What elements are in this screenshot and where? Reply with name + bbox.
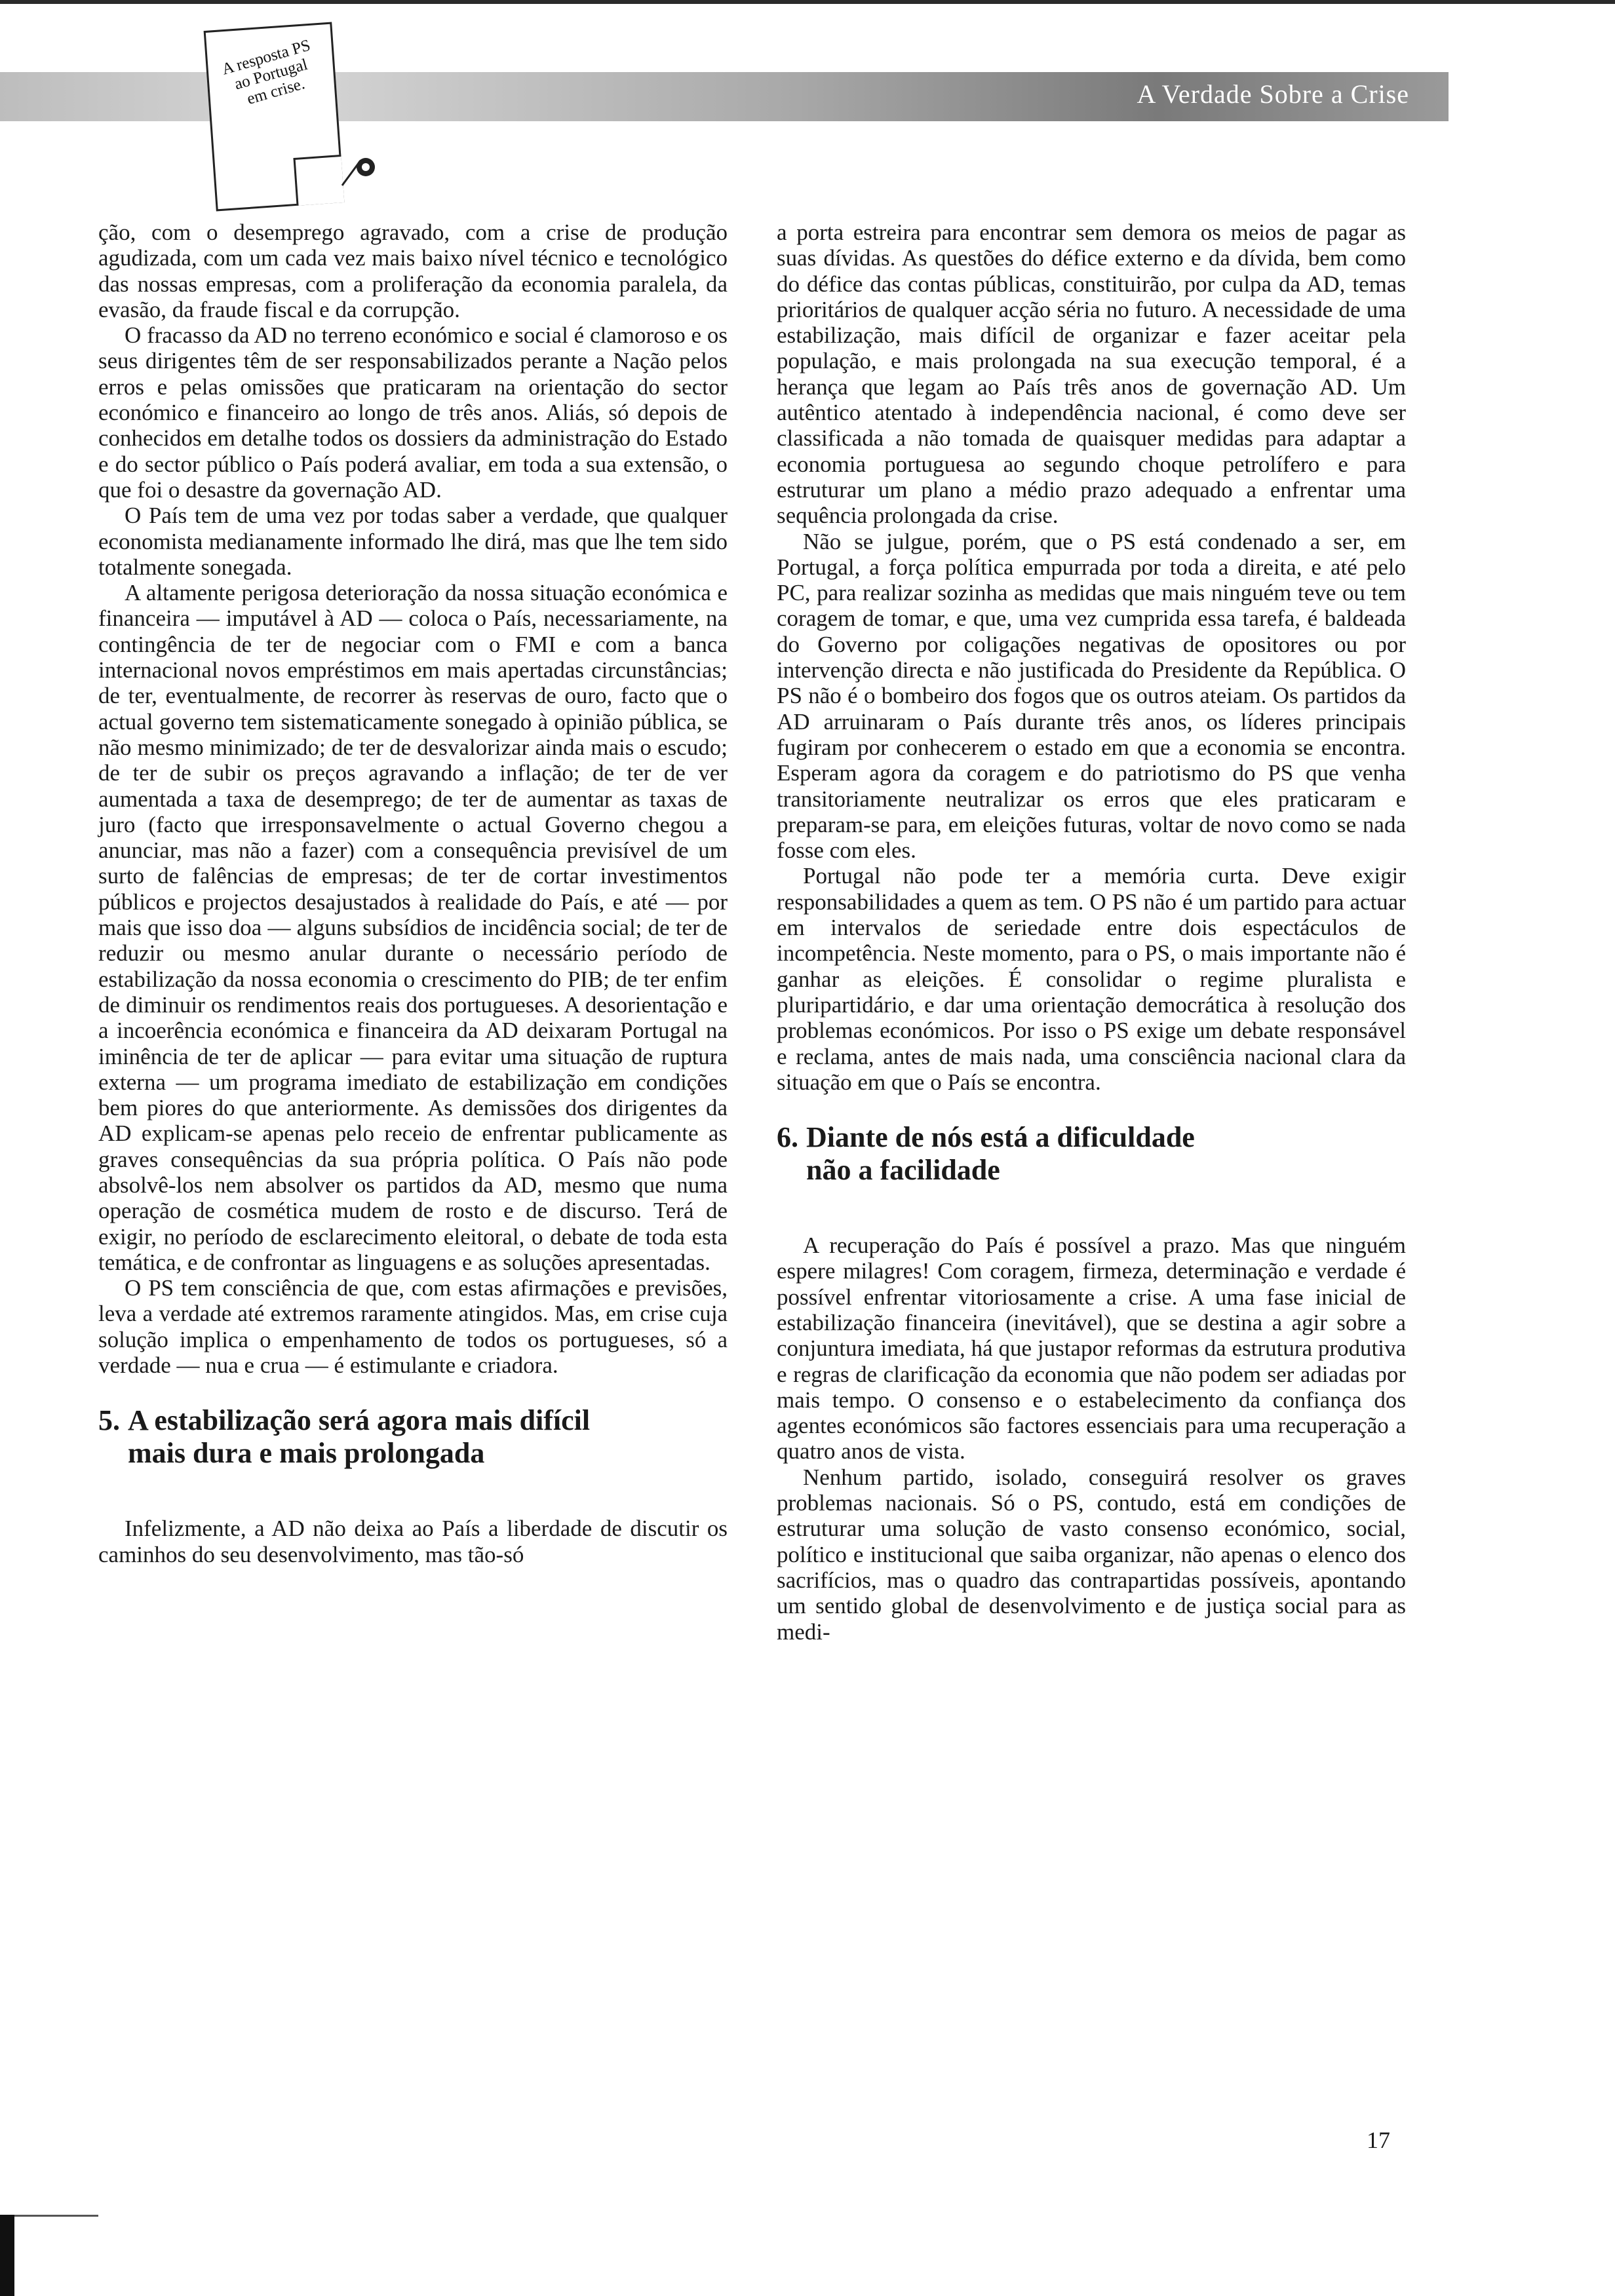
paragraph: A altamente perigosa deterioração da nossa situação económica e financeira — imputável à AD — coloca o País, necessariamente, na contingência de ter de negociar com o FMI e com a banca internacional novos empréstimos em mais apertadas circunstâncias; de ter, eventualmente, de recorrer às reservas de ouro, facto que o actual governo tem sistematicamente sonegado à opinião pública, se não mesmo minimizado; de ter de desvalorizar ainda mais o escudo; de ter de subir os preços agravando a inflação; de ter de ver aumentada a taxa de desemprego; de ter de aumentar as taxas de juro (facto que irresponsavelmente o actual Governo chegou a anunciar, mas não a fazer) com a consequência previsível de um surto de falências de empresas; de ter de cortar investimentos públicos e projectos desajustados à realidade do País, e até — por mais que isso doa — alguns subsídios de incidência social; de ter de reduzir ou mesmo anular durante o necessário período de estabilização da nossa economia o crescimento do PIB; de ter enfim de diminuir os rendimentos reais dos portugueses. A desorientação e a incoerência económica e financeira da AD deixaram Portugal na iminência de ter de aplicar — para evitar uma situação de ruptura externa — um programa imediato de estabilização em condições bem piores do que anteriormente. As demissões dos dirigentes da AD explicam-se apenas pelo receio de enfrentar publicamente as graves consequências da sua própria política. O País não pode absolvê-los nem absolver os partidos da AD, mesmo que numa operação de cosmética mudem de rosto e de discurso. Terá de exigir, no período de esclarecimento eleitoral, o debate de toda esta temática, e de confrontar as linguagens e as soluções apresentadas. [98, 580, 728, 1275]
section-heading-line: não a facilidade [806, 1154, 1000, 1187]
section-number: 5. [98, 1404, 120, 1437]
scan-edge-line [0, 2215, 98, 2217]
paragraph: Infelizmente, a AD não deixa ao País a liberdade de discutir os caminhos do seu desenvolvimento, mas tão-só [98, 1516, 728, 1567]
paragraph: Portugal não pode ter a memória curta. Deve exigir responsabilidades a quem as tem. O PS não é um partido para actuar em intervalos de seriedade entre dois espectáculos de incompetência. Neste momento, para o PS, o mais importante não é ganhar as eleições. É consolidar o regime pluralista e pluripartidário, e dar uma orientação democrática à resolução dos problemas económicos. Por isso o PS exige um debate responsável e reclama, antes de mais nada, uma consciência nacional clara da situação em que o País se encontra. [777, 863, 1406, 1095]
page-fold-icon [293, 155, 344, 206]
paragraph: Não se julgue, porém, que o PS está condenado a ser, em Portugal, a força política empurrada por toda a direita, e até pelo PC, para realizar sozinha as medidas que mais ninguém teve ou tem coragem de tomar, e que, uma vez cumprida essa tarefa, é baldeada do Governo por coligações negativas de opositores ou por intervenção directa e não justificada do Presidente da República. O PS não é o bombeiro dos fogos que os outros ateiam. Os partidos da AD arruinaram o País durante três anos, os líderes principais fugiram por conhecerem o estado em que a economia se encontra. Esperam agora da coragem e do patriotismo do PS que venha transitoriamente neutralizar os erros que eles praticaram e preparam-se para, em eleições futuras, voltar de novo como se nada fosse com eles. [777, 528, 1406, 864]
top-rule [0, 0, 1615, 4]
scan-edge-mark [0, 2215, 14, 2296]
cover-note-text: A resposta PS ao Portugal em crise. [220, 36, 313, 109]
cover-note-graphic [204, 22, 345, 212]
section-number: 6. [777, 1121, 798, 1154]
section-heading-line: A estabilização será agora mais difícil [128, 1404, 591, 1437]
paragraph: O fracasso da AD no terreno económico e social é clamoroso e os seus dirigentes têm de ser responsabilizados perante a Nação pelos erros e pelas omissões que praticaram na orientação do sector económico e financeiro ao longo de três anos. Aliás, só depois de conhecidos em detalhe todos os dossiers da administração do Estado e do sector público o País poderá avaliar, em toda a sua extensão, o que foi o desastre da governação AD. [98, 322, 728, 503]
running-header-title: A Verdade Sobre a Crise [1137, 79, 1409, 109]
section-heading-line: Diante de nós está a dificuldade [806, 1121, 1195, 1154]
paragraph: Nenhum partido, isolado, conseguirá resolver os graves problemas nacionais. Só o PS, contudo, está em condições de estruturar uma solução de vasto consenso económico, social, político e institucional que saiba organizar, não apenas o elenco dos sacrifícios, mas o quadro das contrapartidas possíveis, apontando um sentido global de desenvolvimento e de justiça social para as medi- [777, 1464, 1406, 1645]
paragraph: O PS tem consciência de que, com estas afirmações e previsões, leva a verdade até extremos raramente atingidos. Mas, em crise cuja solução implica o empenhamento de todos os portugueses, só a verdade — nua e crua — é estimulante e criadora. [98, 1275, 728, 1379]
paragraph: ção, com o desemprego agravado, com a crise de produção agudizada, com um cada vez mais baixo nível técnico e tecnológico das nossas empresas, com a proliferação da economia paralela, da evasão, da fraude fiscal e da corrupção. [98, 220, 728, 322]
paragraph: A recuperação do País é possível a prazo. Mas que ninguém espere milagres! Com coragem, firmeza, determinação e verdade é possível enfrentar vitoriosamente a crise. A uma fase inicial de estabilização financeira (inevitável), que se destina a agir sobre a conjuntura imediata, há que justapor reformas da estrutura produtiva e regras de clarificação da economia que não podem ser adiadas por mais tempo. O consenso e o estabelecimento da confiança dos agentes económicos são factores essenciais para uma recuperação a quatro anos de vista. [777, 1233, 1406, 1464]
right-column [777, 220, 1406, 1645]
paragraph: O País tem de uma vez por todas saber a verdade, que qualquer economista medianamente informado lhe dirá, mas que lhe tem sido totalmente sonegada. [98, 503, 728, 580]
party-logo-icon [341, 147, 380, 187]
section-heading-line: mais dura e mais prolongada [128, 1437, 485, 1470]
page-number: 17 [1367, 2127, 1390, 2153]
left-column [98, 220, 728, 1567]
paragraph: a porta estreira para encontrar sem demora os meios de pagar as suas dívidas. As questões do défice externo e da dívida, bem como do défice das contas públicas, constituirão, por culpa da AD, temas prioritários de qualquer acção séria no futuro. A necessidade de uma estabilização, mais difícil de organizar e fazer aceitar pela população, e mais prolongada na sua execução temporal, é a herança que legam ao País três anos de governação AD. Um autêntico atentado à independência nacional, é como deve ser classificada a não tomada de quaisquer medidas para adaptar a economia portuguesa ao segundo choque petrolífero e para estruturar um plano a médio prazo adequado a enfrentar uma sequência prolongada da crise. [777, 220, 1406, 529]
section-heading-5 [98, 1404, 728, 1470]
section-heading-6 [777, 1121, 1406, 1187]
